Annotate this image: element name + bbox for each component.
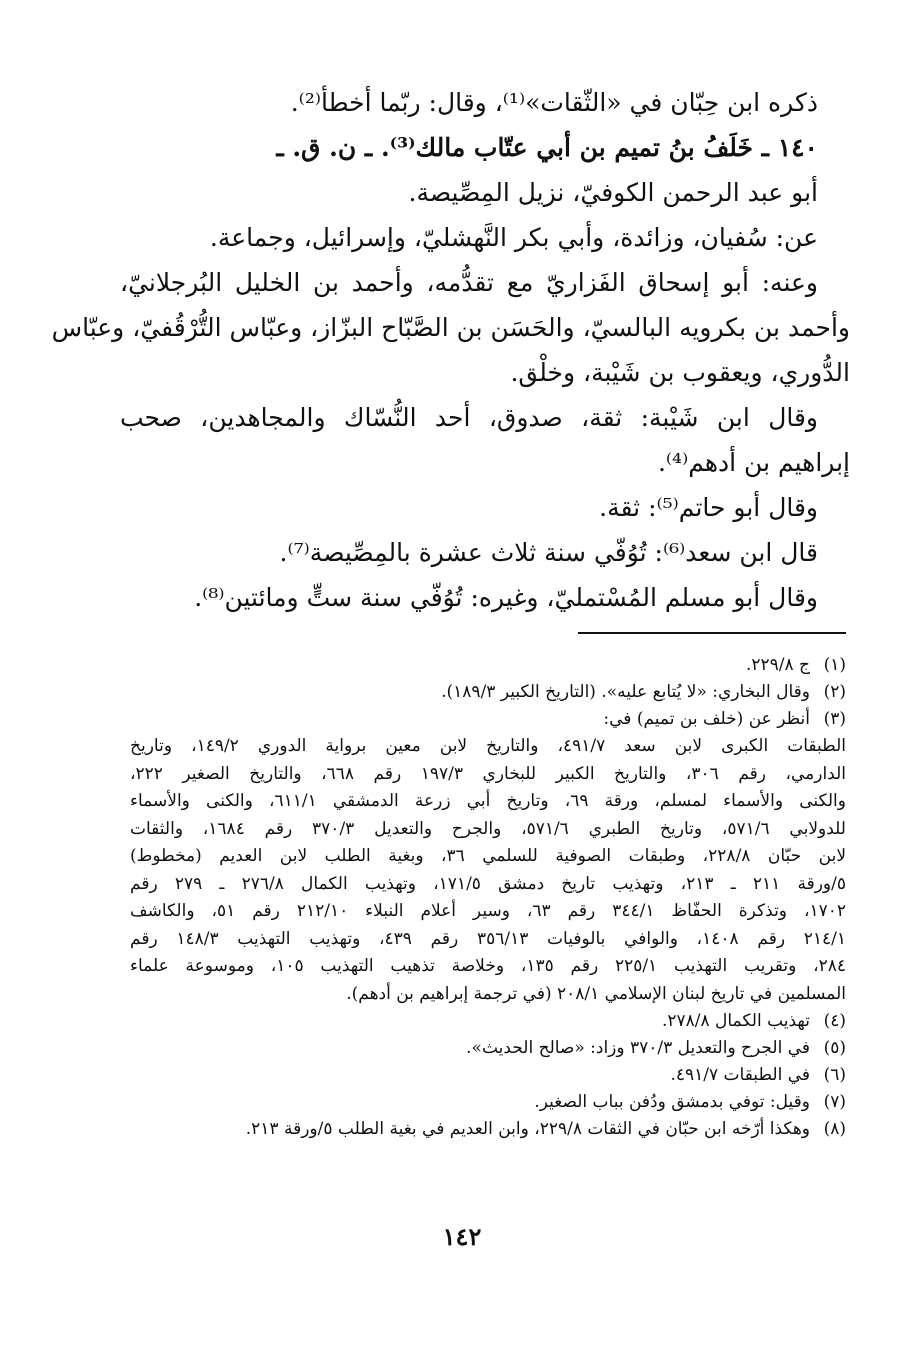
footnote-number: (٤) bbox=[823, 1011, 846, 1031]
text-line: وقال ابن شَيْبة: ثقة، صدوق، أحد النُّسّاك والمجاهدين، صحب bbox=[120, 403, 818, 432]
footnote bbox=[130, 1116, 846, 1143]
footnotes bbox=[130, 652, 846, 1143]
footnote-continuation: والكنى والأسماء لمسلم، ورقة ٦٩، وتاريخ أبي زرعة الدمشقي ٦١١/١، والكنى والأسماء bbox=[130, 791, 846, 811]
footnote-continuation: ٥/ورقة ٢١١ ـ ٢١٣، وتهذيب تاريخ دمشق ١٧١/٥، وتهذيب الكمال ٢٧٦/٨ ـ ٢٧٩ رقم bbox=[130, 873, 846, 894]
footnote-continuation: ٢٨٤، وتقريب التهذيب ٢٢٥/١ رقم ١٣٥، وخلاصة تذهيب التهذيب ١٠٥، وموسوعة علماء bbox=[130, 956, 847, 976]
text-line: وأحمد بن بكرويه البالسيّ، والحَسَن بن الصَّبّاح البزّاز، وعبّاس التُّرْقُفيّ، وعبّاس bbox=[51, 313, 850, 342]
text-line: أبو عبد الرحمن الكوفيّ، نزيل المِصِّيصة. bbox=[408, 178, 818, 207]
footnote bbox=[130, 652, 846, 679]
footnote bbox=[130, 1035, 846, 1062]
footnote-text: ج ٢٢٩/٨. bbox=[745, 655, 810, 675]
footnote-number: (١) bbox=[823, 655, 846, 675]
text-line: وقال أبو مسلم المُسْتمليّ، وغيره: تُوُفّي سنة ستٍّ ومائتين⁽⁸⁾. bbox=[194, 583, 818, 612]
footnote bbox=[130, 706, 846, 733]
footnote-continuation: لابن حبّان ٢٢٨/٨، وطبقات الصوفية للسلمي ٣٦، وبغية الطلب لابن العديم (مخطوط) bbox=[130, 846, 847, 866]
text-line: الدُّوري، ويعقوب بن شَيْبة، وخلْق. bbox=[510, 358, 850, 387]
main-text bbox=[51, 80, 850, 620]
text-line: إبراهيم بن أدهم⁽⁴⁾. bbox=[657, 448, 850, 477]
footnote-text: وقيل: توفي بدمشق ودُفن بباب الصغير. bbox=[534, 1092, 810, 1112]
footnote-text: وهكذا أرّخه ابن حبّان في الثقات ٢٢٩/٨، وابن العديم في بغية الطلب ٥/ورقة ٢١٣. bbox=[245, 1119, 810, 1139]
footnote-number: (٥) bbox=[823, 1038, 846, 1058]
footnote bbox=[130, 1089, 846, 1116]
footnote-text: في الطبقات ٤٩١/٧. bbox=[670, 1065, 810, 1085]
footnote bbox=[130, 679, 846, 706]
page-number: ١٤٢ bbox=[442, 1222, 482, 1251]
text-line: عن: سُفيان، وزائدة، وأبي بكر النَّهشليّ، وإسرائيل، وجماعة. bbox=[209, 223, 818, 252]
footnote-continuation: المسلمين في تاريخ لبنان الإسلامي ٢٠٨/١ (في ترجمة إبراهيم بن أدهم). bbox=[346, 983, 846, 1004]
text-line: قال ابن سعد⁽⁶⁾: تُوُفّي سنة ثلاث عشرة بالمِصِّيصة⁽⁷⁾. bbox=[279, 538, 818, 567]
footnote-continuation: الطبقات الكبرى لابن سعد ٤٩١/٧، والتاريخ لابن معين برواية الدوري ١٤٩/٢، وتاريخ bbox=[130, 736, 846, 756]
footnote-continuation: ٢١٤/١ رقم ١٤٠٨، والوافي بالوفيات ٣٥٦/١٣ رقم ٤٣٩، وتهذيب التهذيب ١٤٨/٣ رقم bbox=[130, 928, 846, 949]
footnote-text: في الجرح والتعديل ٣٧٠/٣ وزاد: «صالح الحديث». bbox=[466, 1038, 810, 1058]
entry-heading: ١٤٠ ـ خَلَفُ بنُ تميم بن أبي عتّاب مالك⁽³⁾. ـ ن. ق. ـ bbox=[276, 133, 818, 162]
footnote-number: (٧) bbox=[823, 1092, 846, 1112]
text-line: ذكره ابن حِبّان في «الثّقات»⁽¹⁾، وقال: ربّما أخطأ⁽²⁾. bbox=[290, 88, 818, 117]
footnote-number: (٣) bbox=[823, 709, 846, 729]
text-line: وقال أبو حاتم⁽⁵⁾: ثقة. bbox=[599, 493, 818, 522]
footnote-continuation: الدارمي، رقم ٣٠٦، والتاريخ الكبير للبخاري ١٩٧/٣ رقم ٦٦٨، والتاريخ الصغير ٢٢٢، bbox=[130, 763, 847, 784]
footnote-text: أنظر عن (خلف بن تميم) في: bbox=[603, 709, 810, 729]
footnote-number: (٦) bbox=[823, 1065, 846, 1085]
footnote-continuation: للدولابي ٥٧١/٦، وتاريخ الطبري ٥٧١/٦، والجرح والتعديل ٣٧٠/٣ رقم ١٦٨٤، والثقات bbox=[130, 818, 846, 839]
footnote-number: (٨) bbox=[823, 1119, 846, 1139]
footnote-continuation: ١٧٠٢، وتذكرة الحفّاظ ٣٤٤/١ رقم ٦٣، وسير أعلام النبلاء ٢١٢/١٠ رقم ٥١، والكاشف bbox=[130, 901, 846, 921]
footnote bbox=[130, 1062, 846, 1089]
footnote-separator bbox=[578, 632, 846, 634]
text-line: وعنه: أبو إسحاق الفَزاريّ مع تقدُّمه، وأحمد بن الخليل البُرجلانيّ، bbox=[120, 268, 818, 297]
footnote bbox=[130, 1008, 846, 1035]
footnote-number: (٢) bbox=[823, 682, 846, 702]
footnote-text: وقال البخاري: «لا يُتابع عليه». (التاريخ الكبير ١٨٩/٣). bbox=[441, 682, 810, 702]
footnote-text: تهذيب الكمال ٢٧٨/٨. bbox=[661, 1011, 810, 1031]
